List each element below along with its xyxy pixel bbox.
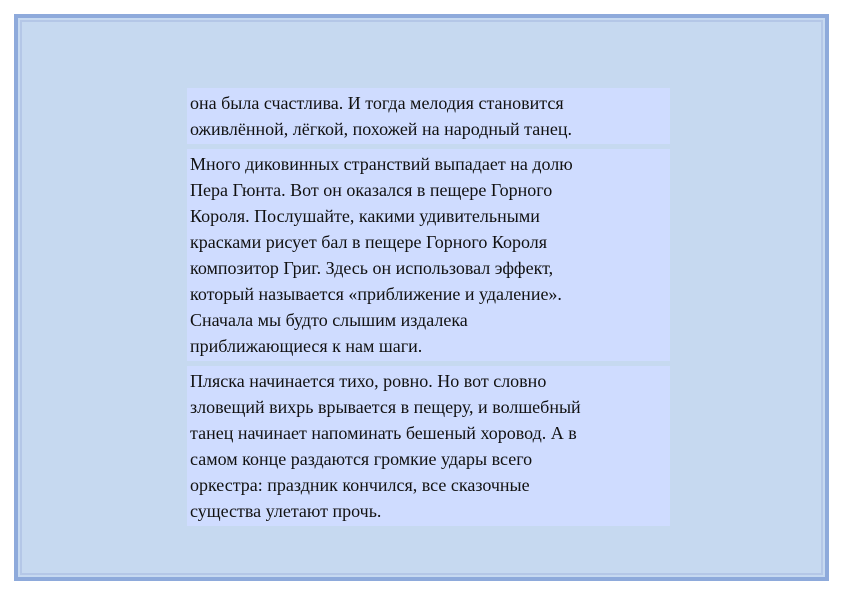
paragraph-3: Пляска начинается тихо, ровно. Но вот словно зловещий вихрь врывается в пещеру, и волшебный танец начинает напоминать бешеный хоровод. А в самом конце раздаются громкие удары всего оркестра: праздник кончился, все сказочные существа улетают прочь. — [187, 366, 670, 526]
paragraph-1: она была счастлива. И тогда мелодия становится оживлённой, лёгкой, похожей на народный танец. — [187, 88, 670, 144]
slide-frame — [14, 14, 829, 581]
text-box — [187, 88, 670, 526]
paragraph-2: Много диковинных странствий выпадает на долю Пера Гюнта. Вот он оказался в пещере Горного Короля. Послушайте, какими удивительными красками рисует бал в пещере Горного Короля композитор Григ. Здесь он использовал эффект, который называется «приближение и удаление». Сначала мы будто слышим издалека приближающиеся к нам шаги. — [187, 149, 670, 361]
